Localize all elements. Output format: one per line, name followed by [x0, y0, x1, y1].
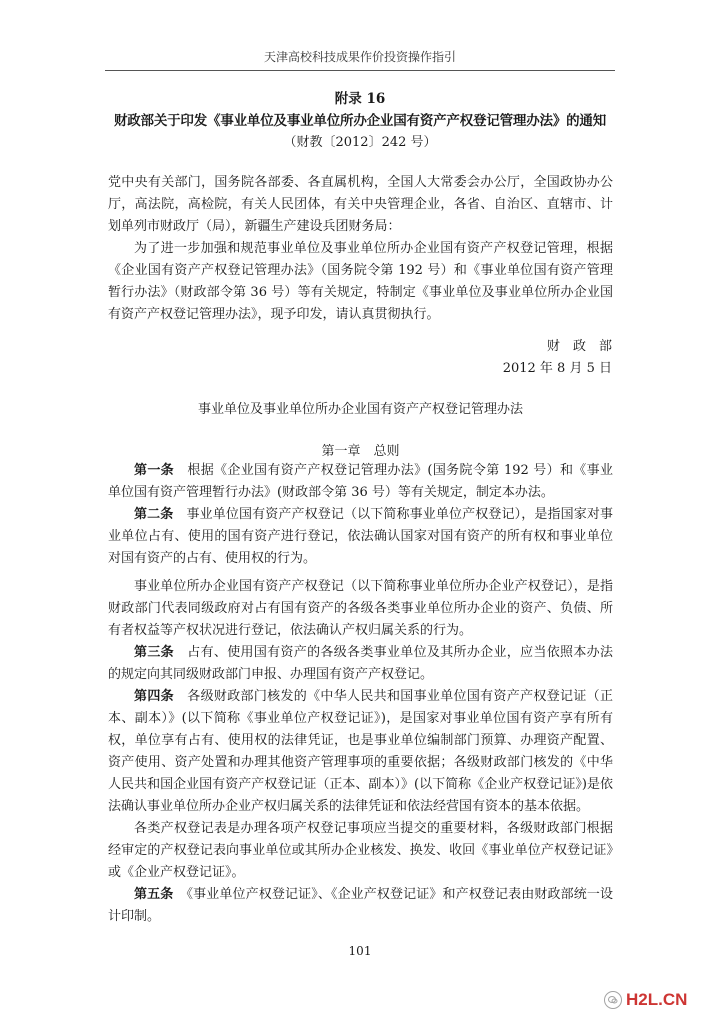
article-label: 第二条: [134, 507, 174, 522]
page-number: 101: [348, 944, 372, 958]
article-4-paragraph-2: 各类产权登记表是办理各项产权登记事项应当提交的重要材料，各级财政部门根据经审定的产权登记表向事业单位或其所办企业核发、换发、收回《事业单位产权登记证》或《企业产权登记证》。: [108, 821, 613, 880]
signature-block: [503, 336, 612, 380]
article-text: 各级财政部门核发的《中华人民共和国事业单位国有资产产权登记证（正本、副本）》(以下简称《事业单位产权登记证》)，是国家对事业单位国有资产享有所有权，单位享有占有、使用权的法律凭证，也是事业单位编制部门预算、办理资产配置、资产使用、资产处置和办理其他资产管理事项的重要依据；各级财政部门核发的《中华人民共和国企业国有资产产权登记证（正本、副本）》(以下简称《企业产权登记证》)是依法确认事业单位所办企业产权归属关系的法律凭证和依法经营国有资本的基本依据。: [108, 689, 613, 814]
document-number: （财教〔2012〕242 号）: [283, 135, 437, 150]
wechat-icon: [604, 991, 622, 1009]
article-text: 占有、使用国有资产的各级各类事业单位及其所办企业，应当依照本办法的规定向其同级财政部门申报、办理国有资产产权登记。: [108, 645, 613, 682]
article-5: [108, 884, 613, 928]
measures-title: 事业单位及事业单位所办企业国有资产产权登记管理办法: [197, 402, 523, 417]
article-text: 《事业单位产权登记证》、《企业产权登记证》和产权登记表由财政部统一设计印制。: [108, 887, 613, 924]
article-label: 第三条: [134, 645, 174, 660]
header-rule: [105, 70, 615, 71]
article-2-paragraph-2: 事业单位所办企业国有资产产权登记（以下简称事业单位所办企业产权登记），是指财政部门代表同级政府对占有国有资产的各级各类事业单位所办企业的资产、负债、所有者权益等产权状况进行登记，依法确认产权归属关系的行为。: [108, 579, 613, 638]
issue-date: 2012 年 8 月 5 日: [502, 361, 612, 376]
notice-paragraph: 为了进一步加强和规范事业单位及事业单位所办企业国有资产产权登记管理，根据《企业国有资产产权登记管理办法》（国务院令第 192 号）和《事业单位国有资产管理暂行办法》（财政部令第 36 号）等有关规定，特制定《事业单位及事业单位所办企业国有资产产权登记管理办法》，现予印发，请认真贯彻执行。: [108, 241, 613, 322]
watermark-brand: H2L.CN: [626, 990, 688, 1009]
chapter-heading: 第一章 总则: [321, 444, 400, 459]
notice-recipients: 党中央有关部门，国务院各部委、各直属机构，全国人大常委会办公厅，全国政协办公厅，高法院，高检院，有关人民团体，有关中央管理企业，各省、自治区、直辖市、计划单列市财政厅（局），新疆生产建设兵团财务局：: [108, 175, 613, 234]
article-label: 第四条: [134, 689, 174, 704]
article-label: 第五条: [134, 887, 174, 902]
articles: [108, 460, 613, 928]
article-1: [108, 460, 613, 504]
notice-title: 财政部关于印发《事业单位及事业单位所办企业国有资产产权登记管理办法》的通知: [113, 113, 607, 129]
running-header: 天津高校科技成果作价投资操作指引: [263, 50, 456, 64]
title-block: [105, 88, 615, 154]
issuer: 财 政 部: [546, 339, 612, 354]
article-2: [108, 504, 613, 570]
article-3: [108, 642, 613, 686]
article-4: [108, 686, 613, 818]
notice-body: [108, 172, 613, 326]
appendix-label: 附录 16: [334, 91, 386, 107]
article-label: 第一条: [134, 463, 175, 478]
article-text: 事业单位国有资产产权登记（以下简称事业单位产权登记），是指国家对事业单位占有、使用的国有资产进行登记，依法确认国家对国有资产的所有权和事业单位对国有资产的占有、使用权的行为。: [108, 507, 613, 566]
watermark: [604, 986, 716, 1014]
article-text: 根据《企业国有资产产权登记管理办法》(国务院令第 192 号）和《事业单位国有资产管理暂行办法》(财政部令第 36 号）等有关规定，制定本办法。: [108, 463, 613, 500]
